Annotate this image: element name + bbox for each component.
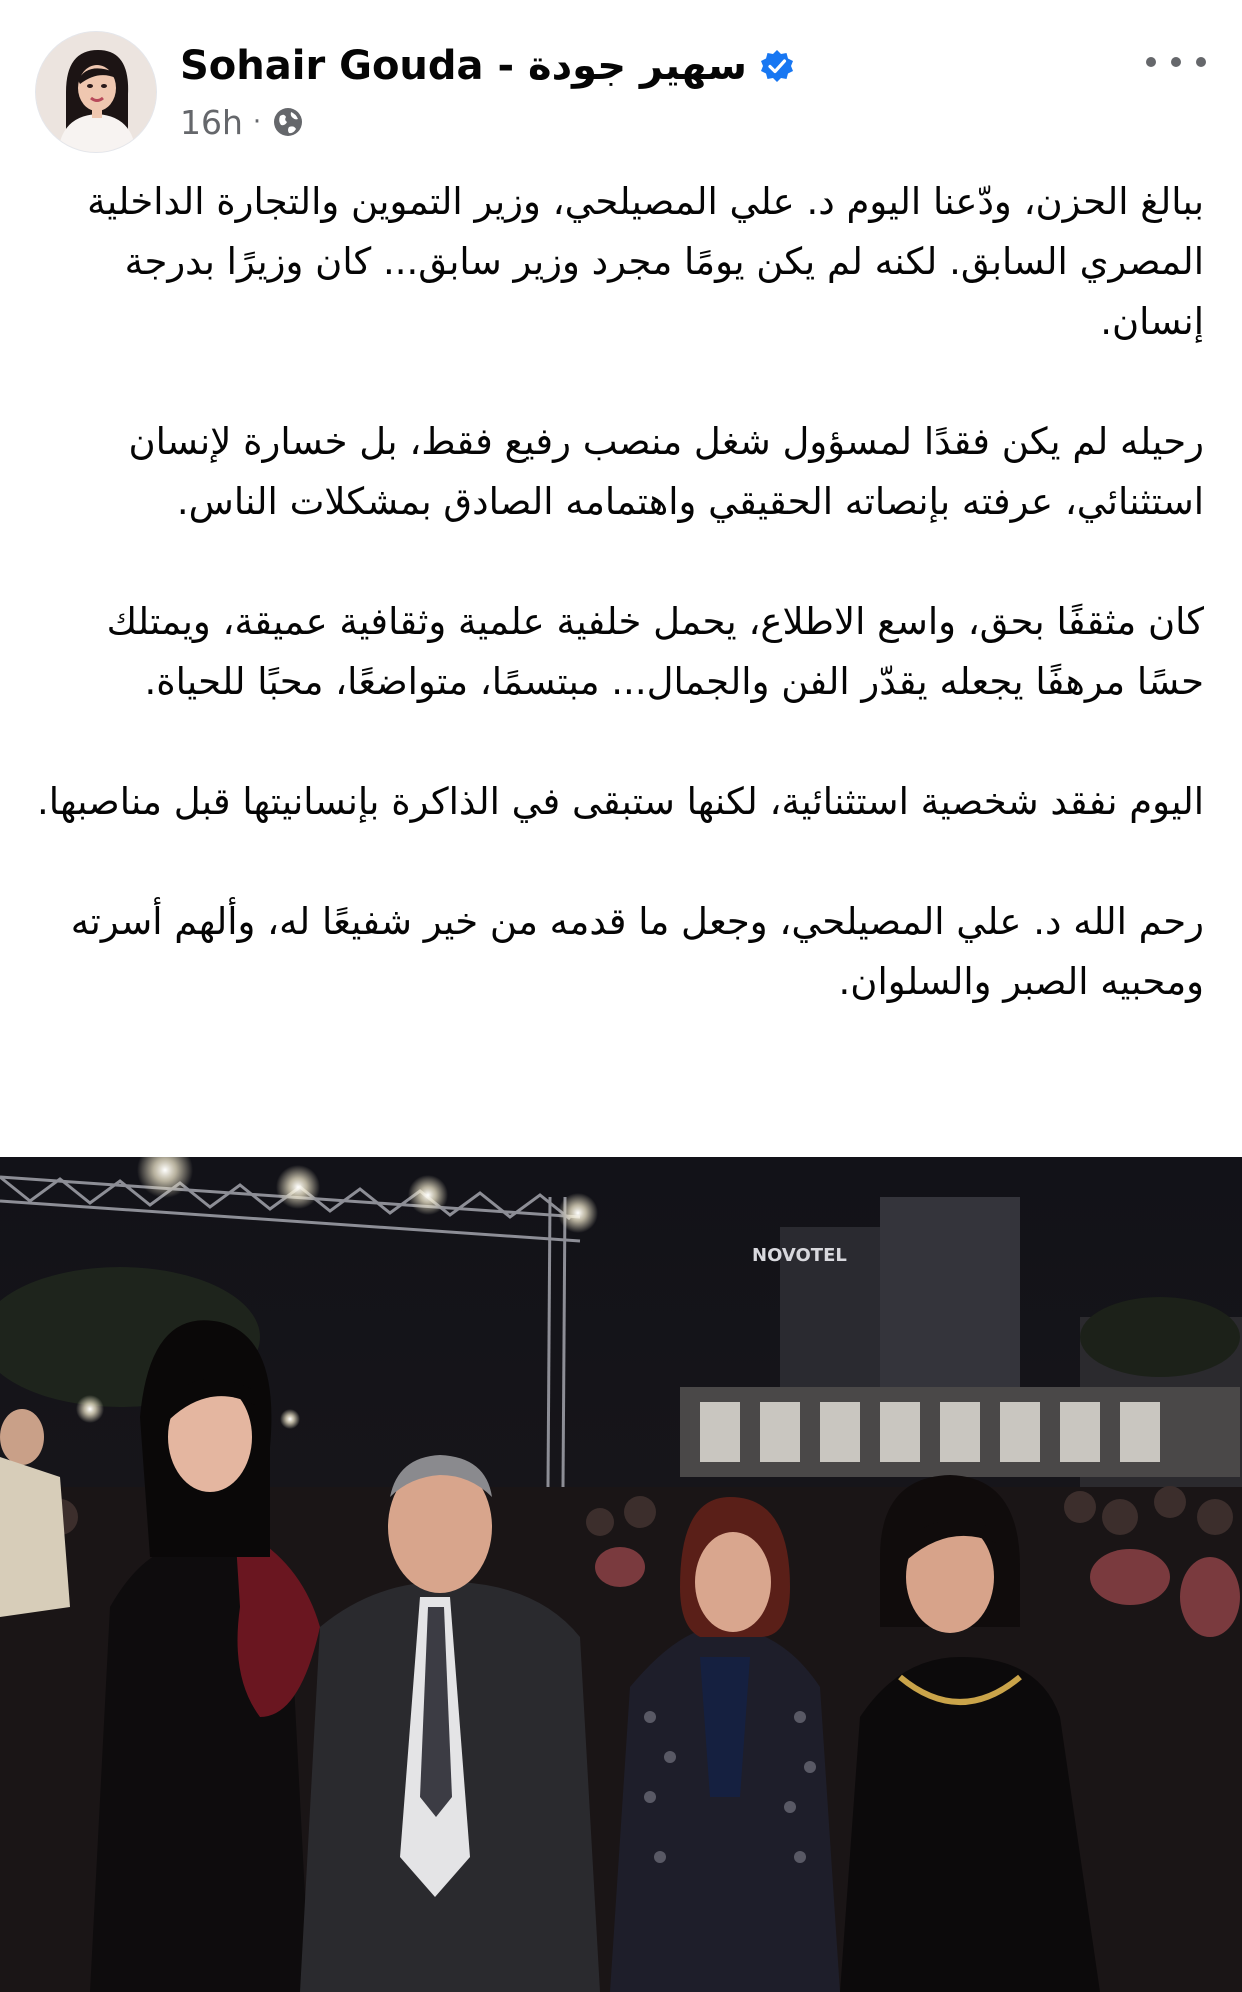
more-options-icon[interactable] [1146, 44, 1206, 80]
post-paragraph-4: اليوم نفقد شخصية استثنائية، لكنها ستبقى في الذاكرة بإنسانيتها قبل مناصبها. [37, 780, 1204, 823]
post-header [0, 0, 1242, 160]
post-paragraph-2: رحيله لم يكن فقدًا لمسؤول شغل منصب رفيع فقط، بل خسارة لإنسان استثنائي، عرفته بإنصاته الحقيقي واهتمامه الصادق بمشكلات الناس. [128, 420, 1204, 523]
event-photo-illustration [0, 1157, 1242, 1992]
author-name[interactable]: Sohair Gouda - سهير جودة [180, 43, 747, 89]
post-paragraph-5: رحم الله د. علي المصيلحي، وجعل ما قدمه من خير شفيعًا له، وألهم أسرته ومحبيه الصبر والسلوان. [70, 900, 1204, 1003]
post-photo[interactable] [0, 1157, 1242, 1992]
meta-separator: · [252, 107, 262, 137]
post-paragraph-3: كان مثقفًا بحق، واسع الاطلاع، يحمل خلفية علمية وثقافية عميقة، ويمتلك حسًا مرهفًا يجعله يقدّر الفن والجمال... مبتسمًا، متواضعًا، محبًا للحياة. [106, 600, 1204, 703]
verified-badge-icon [759, 48, 795, 84]
globe-icon[interactable] [271, 105, 305, 139]
post-meta [180, 100, 305, 144]
more-dot [1146, 57, 1156, 67]
author-avatar[interactable] [36, 32, 156, 152]
photo-sign-text: NOVOTEL [752, 1245, 847, 1266]
post-timestamp[interactable]: 16h [180, 102, 243, 142]
more-dot [1196, 57, 1206, 67]
post-body [36, 172, 1204, 1012]
author-row [180, 40, 795, 92]
post-paragraph-1: ببالغ الحزن، ودّعنا اليوم د. علي المصيلحي، وزير التموين والتجارة الداخلية المصري السابق. لكنه لم يكن يومًا مجرد وزير سابق... كان وزيرًا بدرجة إنسان. [87, 180, 1204, 343]
more-dot [1171, 57, 1181, 67]
avatar-photo [36, 32, 156, 152]
